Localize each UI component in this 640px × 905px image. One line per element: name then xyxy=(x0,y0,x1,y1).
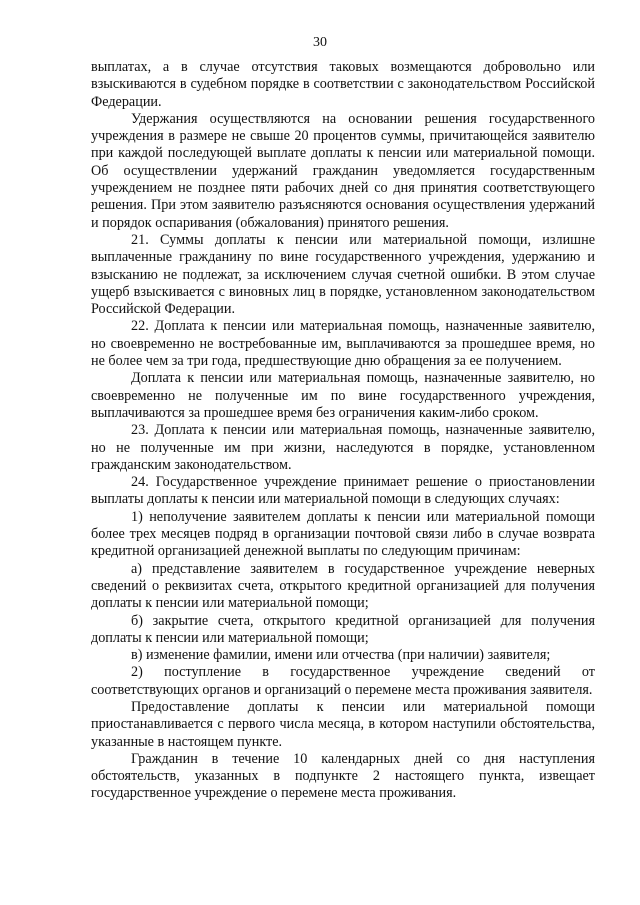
paragraph-continuation: выплатах, а в случае отсутствия таковых возмещаются добровольно или взыскиваются в судебном порядке в соответствии с законодательством Российской Федерации. xyxy=(91,59,595,110)
paragraph-item-22-continued: Доплата к пенсии или материальная помощь, назначенные заявителю, но своевременно не полученные им по вине государственного учреждения, выплачиваются за прошедшее время без ограничения каким-либо сроком. xyxy=(91,370,595,421)
paragraph-subitem-2: 2) поступление в государственное учреждение сведений от соответствующих органов и организаций о перемене места проживания заявителя. xyxy=(91,664,595,698)
paragraph-item-23: 23. Доплата к пенсии или материальная помощь, назначенные заявителю, но не полученные им при жизни, наследуются в порядке, установленном гражданским законодательством. xyxy=(91,422,595,473)
paragraph-subitem-1v: в) изменение фамилии, имени или отчества (при наличии) заявителя; xyxy=(131,647,551,664)
paragraph-subitem-1: 1) неполучение заявителем доплаты к пенсии или материальной помощи более трех месяцев подряд в организации почтовой связи либо в случае возврата кредитной организацией денежной выплаты по следующим причинам: xyxy=(91,508,595,560)
paragraph-item-22: 22. Доплата к пенсии или материальная помощь, назначенные заявителю, но своевременно не востребованные им, выплачиваются за прошедшее время, но не более чем за три года, предшествующие дню обращения за ее получением. xyxy=(91,318,595,370)
paragraph-subitem-1a: а) представление заявителем в государственное учреждение неверных сведений о реквизитах счета, открытого кредитной организацией для получения доплаты к пенсии или материальной помощи; xyxy=(91,560,595,612)
paragraph-subitem-1b: б) закрытие счета, открытого кредитной организацией для получения доплаты к пенсии или материальной помощи; xyxy=(91,612,595,646)
paragraph-deductions: Удержания осуществляются на основании решения государственного учреждения в размере не свыше 20 процентов суммы, причитающейся заявителю при каждой последующей выплате доплаты к пенсии или материальной помощи. Об осуществлении удержаний гражданин уведомляется государственным учреждением не позднее пяти рабочих дней со дня принятия соответствующего решения. При этом заявителю разъясняются основания осуществления удержаний и порядок оспаривания (обжалования) принятого решения. xyxy=(91,110,595,231)
paragraph-notification: Гражданин в течение 10 календарных дней со дня наступления обстоятельств, указанных в подпункте 2 настоящего пункта, извещает государственное учреждение о перемене места проживания. xyxy=(91,750,595,802)
page-number: 30 xyxy=(313,35,327,50)
paragraph-item-24: 24. Государственное учреждение принимает решение о приостановлении выплаты доплаты к пенсии или материальной помощи в следующих случаях: xyxy=(91,474,595,508)
document-body xyxy=(91,59,595,803)
paragraph-item-21: 21. Суммы доплаты к пенсии или материальной помощи, излишне выплаченные гражданину по вине государственного учреждения, удержанию и взысканию не подлежат, за исключением случая счетной ошибки. В этом случае ущерб взыскивается с виновных лиц в порядке, установленном законодательством Российской Федерации. xyxy=(91,231,595,318)
paragraph-suspension: Предоставление доплаты к пенсии или материальной помощи приостанавливается с первого числа месяца, в котором наступили обстоятельства, указанные в настоящем пункте. xyxy=(91,698,595,750)
